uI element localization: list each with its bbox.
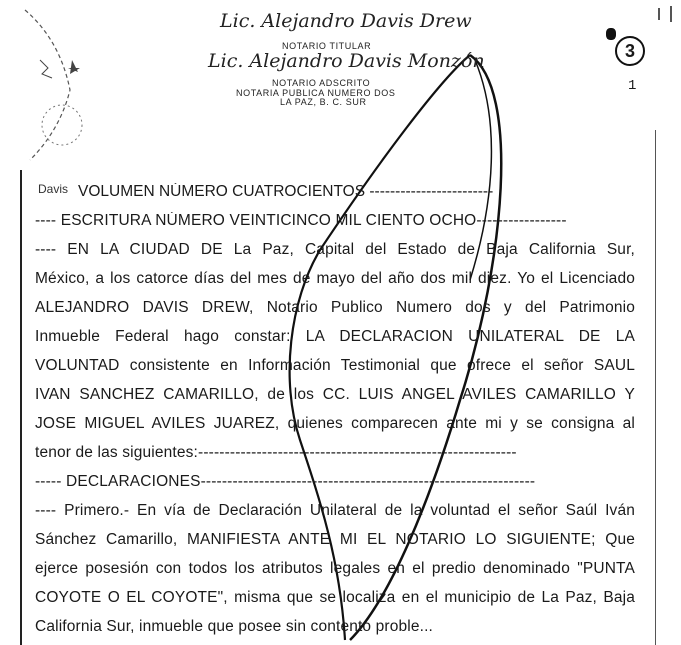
notary-title-2: NOTARIO ADSCRITO [272,78,371,88]
doc-line: JOSE MIGUEL AVILES JUAREZ, quienes comparecen ante mi y se consigna al [35,415,635,432]
notary-office: NOTARIA PUBLICA NUMERO DOS [236,88,396,98]
doc-line-volume: VOLUMEN NÚMERO CUATROCIENTOS ------------------------ [78,183,494,200]
notary-name-1: Lic. Alejandro Davis Drew [220,10,472,32]
doc-line: ejerce posesión con todos los atributos legales en el predio denominado "PUNTA [35,560,635,577]
circled-mark-number: 3 [624,41,635,61]
corner-tick [658,8,660,20]
page-number: 1 [628,78,637,94]
right-border-line [655,130,656,645]
notary-name-2: Lic. Alejandro Davis Monzón [208,50,485,72]
doc-line-declaraciones: ----- DECLARACIONES--------------------------------------------------------------- [35,473,536,490]
margin-note: Davis [38,182,69,196]
doc-line: ---- Primero.- En vía de Declaración Unilateral de la voluntad el señor Saúl Iván [35,502,635,519]
doc-line: IVAN SANCHEZ CAMARILLO, de los CC. LUIS ANGEL AVILES CAMARILLO Y [35,386,635,403]
doc-line: México, a los catorce días del mes de mayo del año dos mil diez. Yo el Licenciado [35,270,635,287]
left-border-line [20,170,22,645]
corner-tick [670,6,672,22]
notary-title-1: NOTARIO TITULAR [282,41,372,51]
doc-line: Inmueble Federal hago constar: LA DECLARACION UNILATERAL DE LA [35,328,635,345]
notary-city: LA PAZ, B. C. SUR [280,97,367,107]
doc-line: COYOTE O EL COYOTE", misma que se localiza en el municipio de La Paz, Baja [35,589,635,606]
circled-mark [615,36,645,66]
doc-line: ALEJANDRO DAVIS DREW, Notario Publico Numero dos y del Patrimonio [35,299,635,316]
ink-dot [606,28,616,40]
doc-line: ---- EN LA CIUDAD DE La Paz, Capital del Estado de Baja California Sur, [35,241,635,258]
doc-line: California Sur, inmueble que posee sin contento proble... [35,618,434,635]
doc-line-escritura: ---- ESCRITURA NÚMERO VEINTICINCO MIL CIENTO OCHO----------------- [35,212,567,229]
doc-line: Sánchez Camarillo, MANIFIESTA ANTE MI EL NOTARIO LO SIGUIENTE; Que [35,531,635,548]
doc-line-tenor: tenor de las siguientes:------------------------------------------------------------ [35,444,517,461]
doc-line: VOLUNTAD consistente en Información Testimonial que ofrece el señor SAUL [35,357,635,374]
